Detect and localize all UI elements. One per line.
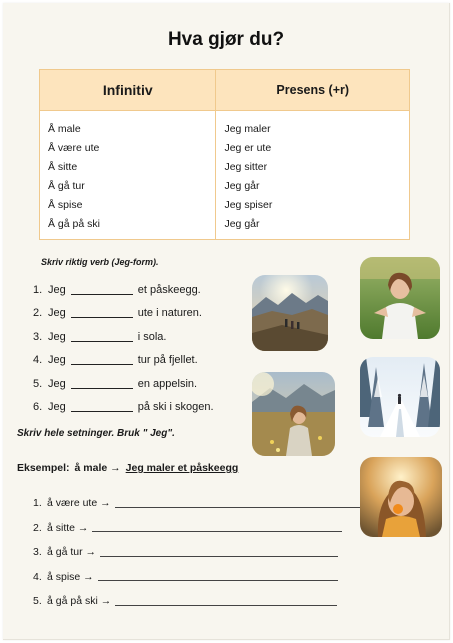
infinitive-cell: Å spise <box>40 195 216 214</box>
list-item <box>33 491 361 516</box>
item-start: Jeg <box>48 283 66 296</box>
list-item <box>33 302 214 326</box>
present-cell: Jeg spiser <box>216 195 410 214</box>
list-item <box>33 589 361 614</box>
item-start: Jeg <box>48 401 66 414</box>
item-prompt: å sitte → <box>47 521 89 534</box>
list-item <box>33 565 361 590</box>
sentence-list <box>33 491 361 614</box>
item-number: 2. <box>33 307 43 320</box>
page-title: Hva gjør du? <box>167 29 285 50</box>
infinitive-cell: Å sitte <box>40 157 216 176</box>
header-infinitive: Infinitiv <box>40 70 216 111</box>
fill-in-list <box>33 278 214 419</box>
answer-line[interactable] <box>92 523 342 532</box>
list-item <box>33 278 214 302</box>
item-number: 5. <box>33 377 43 390</box>
item-number: 3. <box>33 330 43 343</box>
infinitive-cell: Å male <box>40 111 216 139</box>
example-line <box>17 462 238 474</box>
table-row <box>40 176 410 195</box>
present-cell: Jeg maler <box>216 111 410 139</box>
answer-line[interactable] <box>100 548 338 557</box>
item-start: Jeg <box>48 307 66 320</box>
table-row <box>40 111 410 139</box>
item-number: 6. <box>33 401 43 414</box>
exercise2-instruction: Skriv hele setninger. Bruk " Jeg". <box>17 428 175 439</box>
item-prompt: å spise → <box>47 570 94 583</box>
item-number: 3. <box>33 546 42 559</box>
item-prompt: å gå tur → <box>47 546 97 559</box>
worksheet-page <box>3 3 450 640</box>
answer-blank[interactable] <box>71 379 133 389</box>
present-cell: Jeg går <box>216 176 410 195</box>
list-item <box>33 540 361 565</box>
infinitive-cell: Å være ute <box>40 138 216 157</box>
item-number: 2. <box>33 521 42 534</box>
list-item <box>33 349 214 373</box>
item-start: Jeg <box>48 330 66 343</box>
item-prompt: å gå på ski → <box>47 595 112 608</box>
answer-blank[interactable] <box>71 355 133 365</box>
example-answer: Jeg maler et påskeegg <box>125 462 239 474</box>
answer-line[interactable] <box>115 597 337 606</box>
item-end: på ski i skogen. <box>137 401 214 414</box>
item-end: tur på fjellet. <box>137 354 198 367</box>
item-number: 4. <box>33 354 43 367</box>
list-item <box>33 516 361 541</box>
infinitive-cell: Å gå på ski <box>40 214 216 240</box>
answer-blank[interactable] <box>71 308 133 318</box>
table-row <box>40 157 410 176</box>
present-cell: Jeg er ute <box>216 138 410 157</box>
item-end: en appelsin. <box>137 377 198 390</box>
answer-blank[interactable] <box>71 402 133 412</box>
woman-in-grass-photo <box>360 257 440 339</box>
item-end: et påskeegg. <box>137 283 201 296</box>
item-number: 1. <box>33 497 42 510</box>
table-row <box>40 138 410 157</box>
list-item <box>33 372 214 396</box>
woman-eating-orange-photo <box>360 457 442 537</box>
skier-in-forest-photo <box>360 357 440 437</box>
present-cell: Jeg går <box>216 214 410 240</box>
list-item <box>33 325 214 349</box>
item-start: Jeg <box>48 377 66 390</box>
mountain-hikers-photo <box>252 275 328 351</box>
item-end: i sola. <box>137 330 167 343</box>
item-number: 4. <box>33 570 42 583</box>
item-prompt: å være ute → <box>47 497 111 510</box>
exercise1-instruction: Skriv riktig verb (Jeg-form). <box>41 257 159 267</box>
item-start: Jeg <box>48 354 66 367</box>
header-present: Presens (+r) <box>216 70 410 111</box>
verb-table <box>39 69 410 240</box>
item-number: 1. <box>33 283 43 296</box>
list-item <box>33 396 214 420</box>
answer-blank[interactable] <box>71 285 133 295</box>
table-row <box>40 214 410 240</box>
present-cell: Jeg sitter <box>216 157 410 176</box>
table-row <box>40 195 410 214</box>
answer-line[interactable] <box>98 572 338 581</box>
example-label: Eksempel: <box>17 462 70 474</box>
item-number: 5. <box>33 595 42 608</box>
item-end: ute i naturen. <box>137 307 202 320</box>
example-prompt: å male → <box>74 462 121 474</box>
answer-blank[interactable] <box>71 332 133 342</box>
answer-line[interactable] <box>115 499 361 508</box>
woman-in-meadow-photo <box>252 372 335 456</box>
infinitive-cell: Å gå tur <box>40 176 216 195</box>
